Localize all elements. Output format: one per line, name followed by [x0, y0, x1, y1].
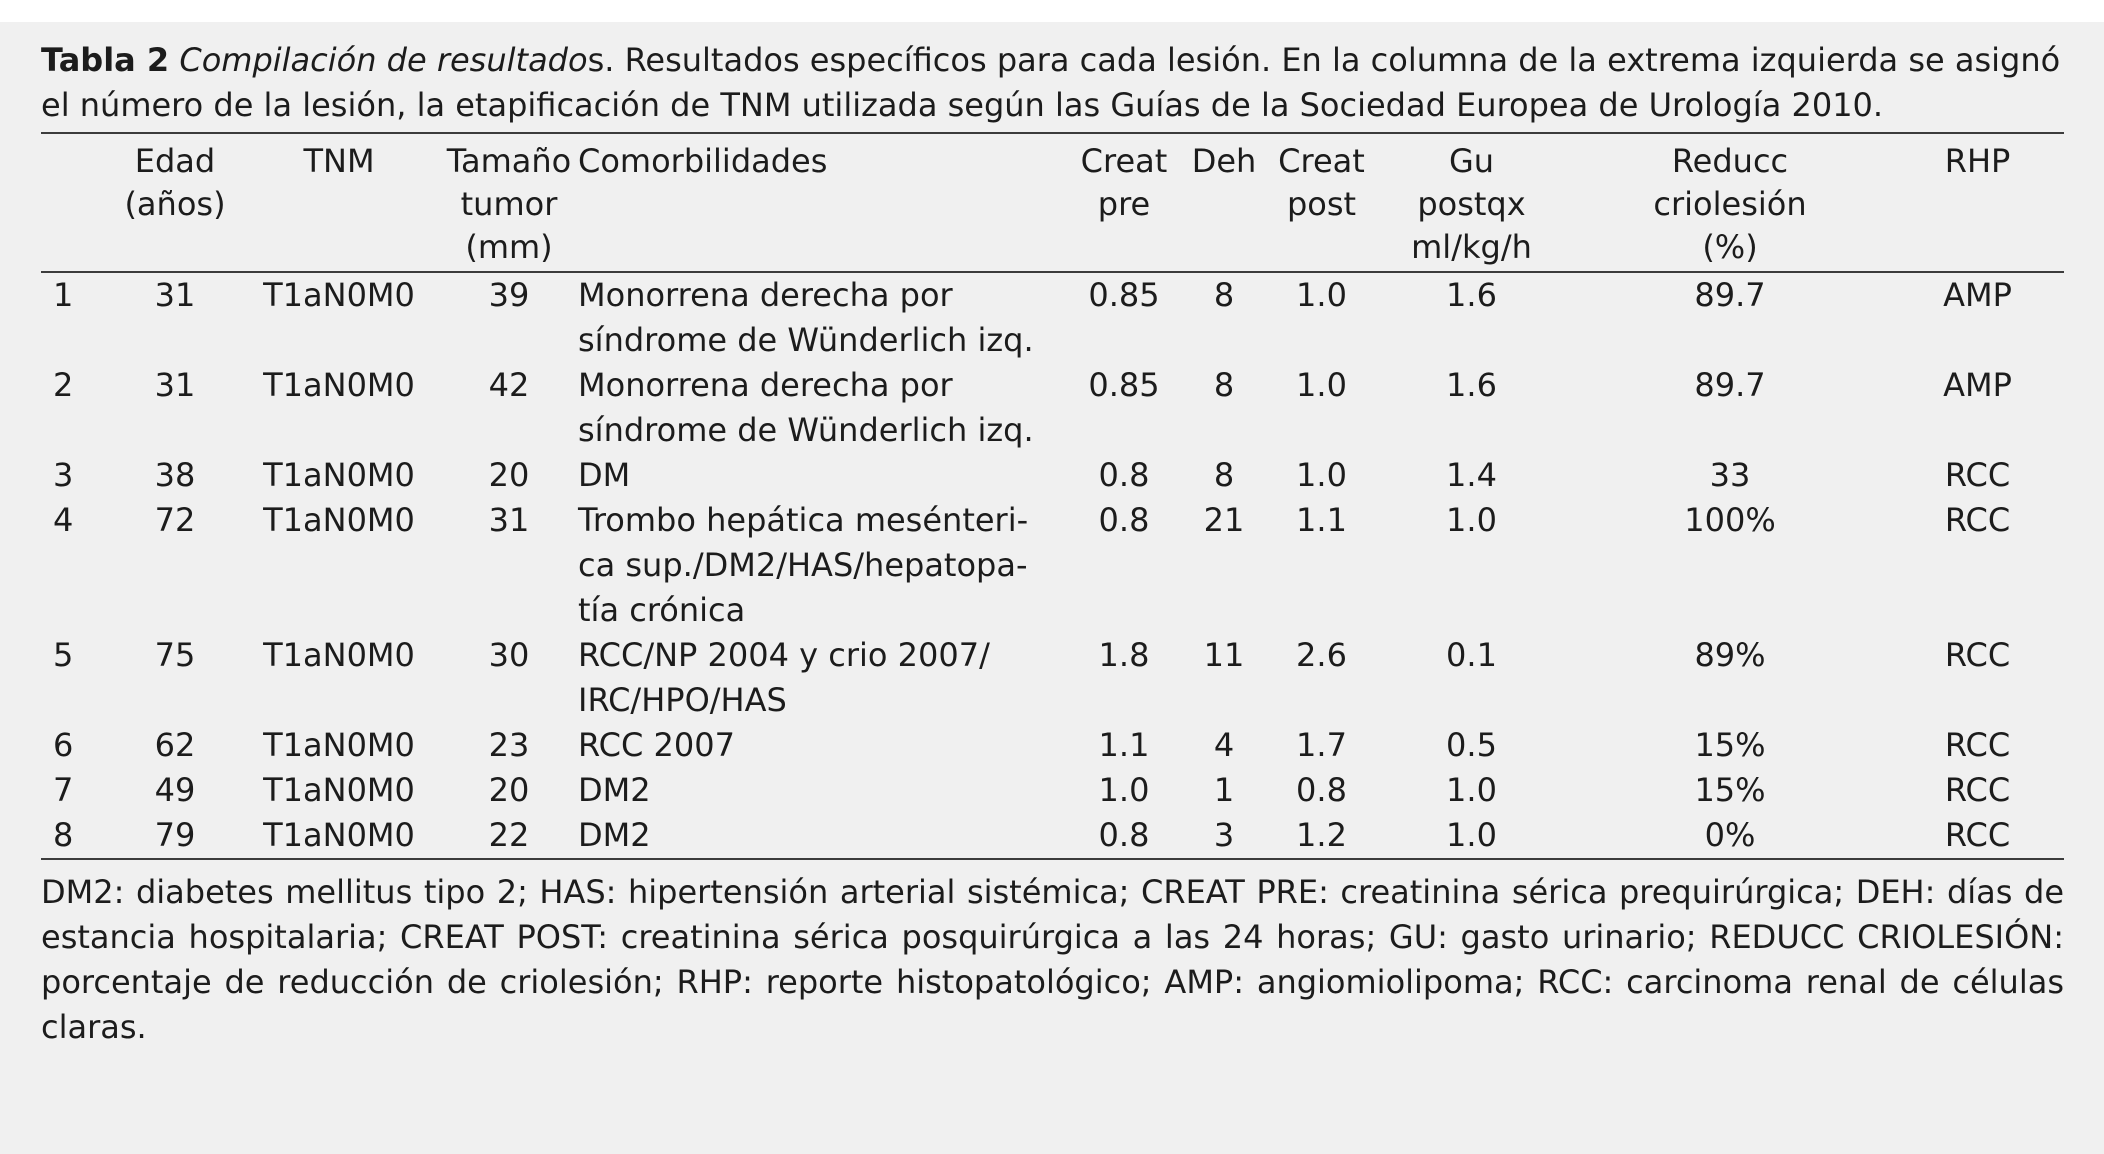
table-row — [41, 813, 2064, 859]
column-header-line: Tamaño — [446, 142, 572, 180]
cell-reducc: 15% — [1694, 771, 1766, 809]
column-header — [1891, 133, 2064, 272]
cell-rhp: RCC — [1944, 501, 2011, 539]
cell-creat-pre: 0.85 — [1088, 366, 1160, 404]
cell-creat-post: 1.7 — [1296, 726, 1347, 764]
cell-reducc: 0% — [1704, 816, 1756, 854]
table-row — [41, 363, 2064, 453]
cell-reducc: 89% — [1694, 636, 1766, 674]
cell-gu: 0.1 — [1446, 636, 1497, 674]
cell-num: 1 — [53, 276, 74, 314]
cell-gu: 1.0 — [1446, 501, 1497, 539]
column-header-line: Creat — [1278, 142, 1365, 180]
cell-deh: 4 — [1213, 726, 1235, 764]
cell-comorb — [578, 633, 1069, 723]
cell-deh: 1 — [1213, 771, 1235, 809]
table-row — [41, 633, 2064, 723]
cell-comorb — [578, 813, 1069, 859]
column-header — [1069, 133, 1179, 272]
cell-tnm: T1aN0M0 — [263, 726, 415, 764]
table-row — [41, 272, 2064, 363]
comorbidity-line: síndrome de Wünderlich izq. — [578, 411, 1034, 449]
cell-tam: 31 — [488, 501, 530, 539]
cell-rhp: RCC — [1944, 771, 2011, 809]
cell-tam: 22 — [488, 816, 530, 854]
cell-creat-post: 1.1 — [1296, 501, 1347, 539]
cell-reducc: 89.7 — [1694, 366, 1766, 404]
column-header-line: Edad — [134, 142, 216, 180]
caption-label: Tabla 2 — [41, 41, 170, 79]
column-header-line: (%) — [1702, 228, 1758, 266]
cell-num: 7 — [53, 771, 74, 809]
caption-text: s. Resultados específicos para cada lesión. En la columna de la extrema izquierda se asignó el número de la lesión, la etapificación de TNM utilizada según las Guías de la Sociedad Europea de Urología 2010. — [41, 41, 2061, 124]
comorbidity-line: Monorrena derecha por — [578, 366, 953, 404]
cell-comorb — [578, 363, 1069, 453]
cell-num: 5 — [53, 636, 74, 674]
column-header — [440, 133, 578, 272]
cell-creat-post: 1.0 — [1296, 276, 1347, 314]
cell-gu: 1.4 — [1446, 456, 1497, 494]
cell-gu: 1.6 — [1446, 276, 1497, 314]
cell-tam: 20 — [488, 456, 530, 494]
cell-creat-pre: 1.0 — [1098, 771, 1150, 809]
table-panel — [0, 22, 2104, 1154]
caption-title: Compilación de resultado — [179, 41, 588, 79]
cell-creat-pre: 1.8 — [1098, 636, 1150, 674]
cell-tnm: T1aN0M0 — [263, 366, 415, 404]
cell-tam: 39 — [488, 276, 530, 314]
cell-deh: 21 — [1203, 501, 1245, 539]
column-header-line: tumor — [460, 185, 558, 223]
cell-deh: 8 — [1213, 366, 1235, 404]
comorbidity-line: síndrome de Wünderlich izq. — [578, 321, 1034, 359]
column-header-line: Gu — [1448, 142, 1495, 180]
cell-comorb — [578, 768, 1069, 813]
cell-creat-post: 0.8 — [1296, 771, 1347, 809]
cell-creat-post: 2.6 — [1296, 636, 1347, 674]
cell-creat-post: 1.0 — [1296, 456, 1347, 494]
cell-creat-pre: 0.8 — [1098, 816, 1150, 854]
column-header-line: ml/kg/h — [1411, 228, 1532, 266]
cell-rhp: RCC — [1944, 636, 2011, 674]
cell-reducc: 89.7 — [1694, 276, 1766, 314]
column-header — [578, 133, 1069, 272]
cell-tnm: T1aN0M0 — [263, 276, 415, 314]
cell-tnm: T1aN0M0 — [263, 816, 415, 854]
cell-num: 8 — [53, 816, 74, 854]
comorbidity-line: tía crónica — [578, 591, 746, 629]
column-header-line: postqx — [1417, 185, 1526, 223]
cell-creat-pre: 1.1 — [1098, 726, 1150, 764]
cell-comorb — [578, 453, 1069, 498]
cell-tam: 30 — [488, 636, 530, 674]
table-row — [41, 453, 2064, 498]
table-body — [41, 272, 2064, 859]
cell-rhp: AMP — [1943, 366, 2012, 404]
column-header-line: post — [1286, 185, 1357, 223]
cell-rhp: AMP — [1943, 276, 2012, 314]
comorbidity-line: DM — [578, 456, 631, 494]
results-table — [41, 132, 2064, 860]
cell-gu: 0.5 — [1446, 726, 1497, 764]
cell-tam: 42 — [488, 366, 530, 404]
cell-rhp: RCC — [1944, 816, 2011, 854]
table-row — [41, 723, 2064, 768]
column-header-line: Reducc — [1671, 142, 1789, 180]
cell-creat-pre: 0.85 — [1088, 276, 1160, 314]
column-header-line: (mm) — [465, 228, 553, 266]
column-header — [1374, 133, 1569, 272]
cell-comorb — [578, 723, 1069, 768]
cell-reducc: 100% — [1684, 501, 1776, 539]
cell-creat-pre: 0.8 — [1098, 456, 1150, 494]
cell-edad: 31 — [154, 276, 196, 314]
cell-edad: 62 — [154, 726, 196, 764]
table-row — [41, 498, 2064, 633]
cell-creat-post: 1.0 — [1296, 366, 1347, 404]
cell-deh: 8 — [1213, 276, 1235, 314]
comorbidity-line: RCC 2007 — [578, 726, 735, 764]
cell-num: 4 — [53, 501, 74, 539]
column-header-line: RHP — [1944, 142, 2011, 180]
cell-num: 2 — [53, 366, 74, 404]
cell-edad: 72 — [154, 501, 196, 539]
cell-gu: 1.6 — [1446, 366, 1497, 404]
cell-edad: 75 — [154, 636, 196, 674]
cell-comorb — [578, 498, 1069, 633]
cell-creat-post: 1.2 — [1296, 816, 1347, 854]
cell-tnm: T1aN0M0 — [263, 771, 415, 809]
cell-deh: 11 — [1203, 636, 1245, 674]
comorbidity-line: DM2 — [578, 771, 651, 809]
cell-creat-pre: 0.8 — [1098, 501, 1150, 539]
cell-tam: 23 — [488, 726, 530, 764]
table-footnote: DM2: diabetes mellitus tipo 2; HAS: hipertensión arterial sistémica; CREAT PRE: creatinina sérica prequirúrgica; DEH: días de estancia hospitalaria; CREAT POST: creatinina sérica posquirúrgica a las 24 horas; GU: gasto urinario; REDUCC CRIOLESIÓN: porcentaje de reducción de criolesión; RHP: reporte histopatológico; AMP: angiomiolipoma; RCC: carcinoma renal de células claras. — [41, 873, 2064, 1046]
cell-reducc: 33 — [1709, 456, 1751, 494]
comorbidity-line: IRC/HPO/HAS — [578, 681, 787, 719]
cell-edad: 49 — [154, 771, 196, 809]
cell-edad: 38 — [154, 456, 196, 494]
cell-edad: 31 — [154, 366, 196, 404]
column-header-line: pre — [1097, 185, 1151, 223]
column-header-line: Deh — [1191, 142, 1257, 180]
cell-tnm: T1aN0M0 — [263, 501, 415, 539]
cell-gu: 1.0 — [1446, 771, 1497, 809]
cell-gu: 1.0 — [1446, 816, 1497, 854]
comorbidity-line: Monorrena derecha por — [578, 276, 953, 314]
cell-edad: 79 — [154, 816, 196, 854]
column-header — [112, 133, 238, 272]
column-header — [1569, 133, 1891, 272]
column-header-line: Creat — [1080, 142, 1168, 180]
column-header — [1179, 133, 1269, 272]
comorbidity-line: RCC/NP 2004 y crio 2007/ — [578, 636, 990, 674]
table-row — [41, 768, 2064, 813]
column-header — [1269, 133, 1374, 272]
cell-num: 3 — [53, 456, 74, 494]
column-header-line: Comorbilidades — [578, 142, 828, 180]
column-header-line: TNM — [303, 142, 375, 180]
cell-tnm: T1aN0M0 — [263, 456, 415, 494]
comorbidity-line: DM2 — [578, 816, 651, 854]
column-header — [41, 133, 112, 272]
cell-deh: 3 — [1213, 816, 1235, 854]
cell-tnm: T1aN0M0 — [263, 636, 415, 674]
column-header — [238, 133, 440, 272]
comorbidity-line: Trombo hepática mesénteri- — [578, 501, 1029, 539]
cell-reducc: 15% — [1694, 726, 1766, 764]
column-header-line: criolesión — [1653, 185, 1807, 223]
comorbidity-line: ca sup./DM2/HAS/hepatopa- — [578, 546, 1028, 584]
cell-rhp: RCC — [1944, 726, 2011, 764]
table-caption — [41, 38, 2064, 132]
cell-tam: 20 — [488, 771, 530, 809]
column-header-line: (años) — [124, 185, 226, 223]
cell-rhp: RCC — [1944, 456, 2011, 494]
table-header-row — [41, 133, 2064, 272]
cell-deh: 8 — [1213, 456, 1235, 494]
cell-comorb — [578, 272, 1069, 363]
cell-num: 6 — [53, 726, 74, 764]
